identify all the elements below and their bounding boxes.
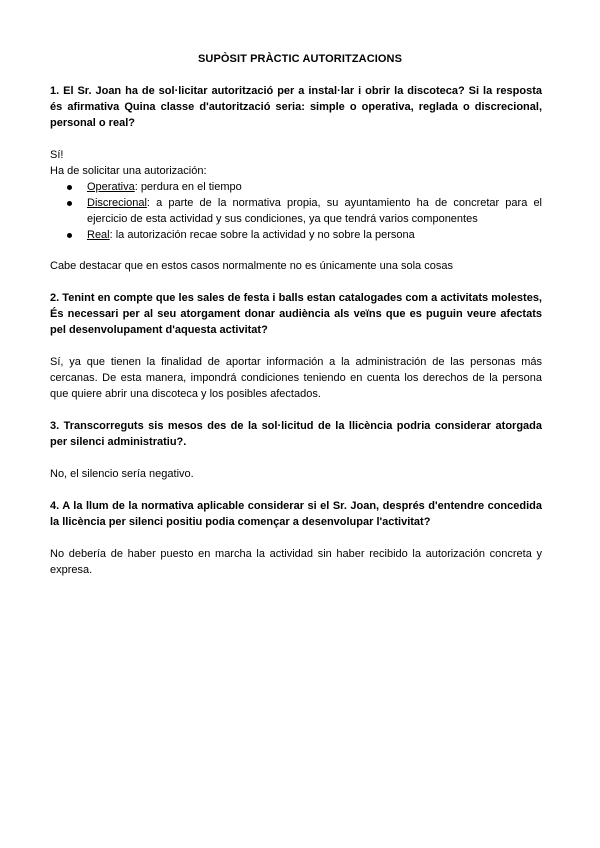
bullet-dot-icon (67, 201, 72, 206)
question-2: 2. Tenint en compte que les sales de festa i balls estan catalogades com a activitats molestes, És necessari per al seu atorgament donar audiència als veïns que es puguin veure afectats pel desenvolupament d'aquesta activitat? (50, 292, 542, 336)
question-3: 3. Transcorreguts sis mesos des de la sol·licitud de la llicència podria considerar atorgada per silenci administratiu?. (50, 420, 542, 448)
answer-1-bullet-list (50, 179, 542, 243)
bullet-item-operativa (87, 179, 542, 195)
document-title: SUPÒSIT PRÀCTIC AUTORITZACIONS (197, 53, 403, 65)
question-4: 4. A la llum de la normativa aplicable considerar si el Sr. Joan, després d'entendre concedida la llicència per silenci positiu podia començar a desenvolupar l'activitat? (50, 500, 542, 528)
answer-4: No debería de haber puesto en marcha la actividad sin haber recibido la autorización concreta y expresa. (50, 548, 542, 576)
question-1: 1. El Sr. Joan ha de sol·licitar autorització per a instal·lar i obrir la discoteca? Si la resposta és afirmativa Quina classe d'autorització seria: simple o operativa, reglada o discrecional, personal o real? (50, 85, 542, 129)
answer-1-line-1: Sí! (50, 149, 64, 161)
bullet-text: : perdura en el tiempo (134, 181, 242, 193)
answer-1-note: Cabe destacar que en estos casos normalmente no es únicamente una sola cosas (50, 260, 453, 272)
bullet-dot-icon (67, 185, 72, 190)
bullet-term: Discrecional (87, 197, 147, 209)
bullet-term: Operativa (87, 181, 135, 193)
bullet-dot-icon (67, 233, 72, 238)
answer-1-line-2: Ha de solicitar una autorización: (50, 165, 207, 177)
answer-1 (50, 147, 542, 243)
bullet-text: : a parte de la normativa propia, su ayuntamiento ha de concretar para el ejercicio de esta actividad y sus condiciones, ya que tendrá varios componentes (87, 197, 542, 225)
bullet-text: : la autorización recae sobre la actividad y no sobre la persona (109, 229, 415, 241)
bullet-item-real (87, 227, 542, 243)
answer-3: No, el silencio sería negativo. (50, 468, 194, 480)
bullet-term: Real (87, 229, 110, 241)
bullet-item-discrecional (87, 195, 542, 227)
answer-2: Sí, ya que tienen la finalidad de aportar información a la administración de las personas más cercanas. De esta manera, impondrá condiciones teniendo en cuenta los derechos de la persona que quiere abrir una discoteca y los posibles afectados. (50, 356, 542, 400)
